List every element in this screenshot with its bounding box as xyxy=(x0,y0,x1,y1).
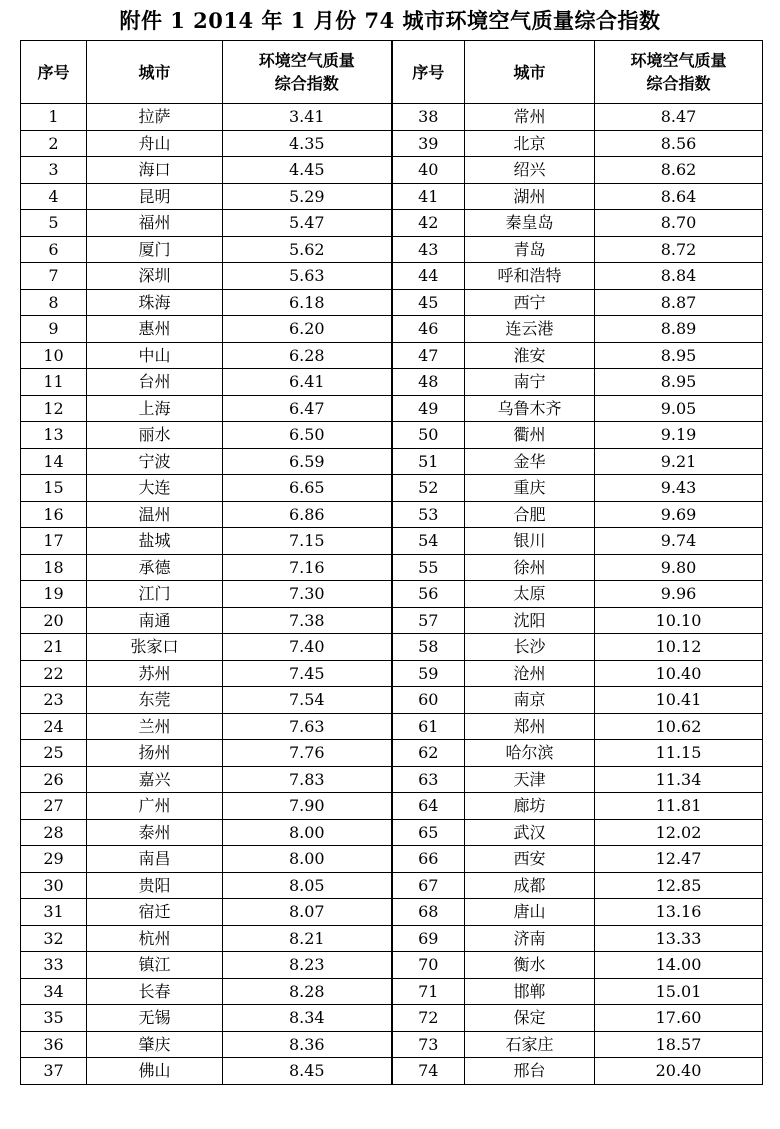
city-cell: 嘉兴 xyxy=(87,766,223,793)
city-cell: 西安 xyxy=(465,846,595,873)
city-cell: 北京 xyxy=(465,130,595,157)
index-cell: 9.05 xyxy=(595,395,763,422)
index-cell: 11.34 xyxy=(595,766,763,793)
index-cell: 12.85 xyxy=(595,872,763,899)
city-cell: 宿迁 xyxy=(87,899,223,926)
table-row xyxy=(21,183,763,210)
index-cell: 6.41 xyxy=(223,369,392,396)
table-row xyxy=(21,793,763,820)
city-cell: 江门 xyxy=(87,581,223,608)
index-cell: 10.62 xyxy=(595,713,763,740)
rank-cell: 55 xyxy=(392,554,465,581)
table-row xyxy=(21,130,763,157)
rank-cell: 38 xyxy=(392,104,465,131)
city-cell: 拉萨 xyxy=(87,104,223,131)
city-cell: 郑州 xyxy=(465,713,595,740)
table-row xyxy=(21,263,763,290)
city-cell: 扬州 xyxy=(87,740,223,767)
rank-cell: 53 xyxy=(392,501,465,528)
index-cell: 6.28 xyxy=(223,342,392,369)
index-cell: 8.00 xyxy=(223,846,392,873)
city-cell: 肇庆 xyxy=(87,1031,223,1058)
index-cell: 6.20 xyxy=(223,316,392,343)
index-cell: 11.81 xyxy=(595,793,763,820)
city-cell: 连云港 xyxy=(465,316,595,343)
table-row xyxy=(21,236,763,263)
index-cell: 8.72 xyxy=(595,236,763,263)
rank-cell: 17 xyxy=(21,528,87,555)
rank-cell: 60 xyxy=(392,687,465,714)
city-cell: 上海 xyxy=(87,395,223,422)
city-cell: 大连 xyxy=(87,475,223,502)
index-cell: 12.02 xyxy=(595,819,763,846)
rank-cell: 31 xyxy=(21,899,87,926)
index-cell: 12.47 xyxy=(595,846,763,873)
index-cell: 9.19 xyxy=(595,422,763,449)
table-row xyxy=(21,475,763,502)
city-cell: 西宁 xyxy=(465,289,595,316)
city-header: 城市 xyxy=(465,41,595,104)
rank-cell: 68 xyxy=(392,899,465,926)
rank-cell: 45 xyxy=(392,289,465,316)
table-row xyxy=(21,1005,763,1032)
index-cell: 6.65 xyxy=(223,475,392,502)
index-cell: 5.47 xyxy=(223,210,392,237)
city-cell: 长春 xyxy=(87,978,223,1005)
city-cell: 秦皇岛 xyxy=(465,210,595,237)
table-row xyxy=(21,157,763,184)
rank-cell: 26 xyxy=(21,766,87,793)
index-cell: 13.33 xyxy=(595,925,763,952)
index-header-line2: 综合指数 xyxy=(274,74,339,93)
city-cell: 盐城 xyxy=(87,528,223,555)
rank-cell: 58 xyxy=(392,634,465,661)
city-cell: 贵阳 xyxy=(87,872,223,899)
index-cell: 8.23 xyxy=(223,952,392,979)
index-cell: 8.84 xyxy=(595,263,763,290)
rank-cell: 14 xyxy=(21,448,87,475)
rank-cell: 35 xyxy=(21,1005,87,1032)
city-cell: 重庆 xyxy=(465,475,595,502)
index-cell: 8.87 xyxy=(595,289,763,316)
index-cell: 17.60 xyxy=(595,1005,763,1032)
city-cell: 宁波 xyxy=(87,448,223,475)
index-cell: 6.59 xyxy=(223,448,392,475)
rank-cell: 28 xyxy=(21,819,87,846)
index-cell: 8.21 xyxy=(223,925,392,952)
index-cell: 7.15 xyxy=(223,528,392,555)
rank-cell: 33 xyxy=(21,952,87,979)
city-cell: 广州 xyxy=(87,793,223,820)
table-row xyxy=(21,289,763,316)
city-cell: 南通 xyxy=(87,607,223,634)
city-cell: 哈尔滨 xyxy=(465,740,595,767)
city-cell: 沈阳 xyxy=(465,607,595,634)
rank-cell: 54 xyxy=(392,528,465,555)
city-cell: 唐山 xyxy=(465,899,595,926)
index-cell: 9.43 xyxy=(595,475,763,502)
index-cell: 4.45 xyxy=(223,157,392,184)
rank-cell: 43 xyxy=(392,236,465,263)
city-cell: 厦门 xyxy=(87,236,223,263)
rank-cell: 34 xyxy=(21,978,87,1005)
index-cell: 8.05 xyxy=(223,872,392,899)
rank-cell: 71 xyxy=(392,978,465,1005)
city-cell: 承德 xyxy=(87,554,223,581)
table-row xyxy=(21,607,763,634)
index-cell: 7.76 xyxy=(223,740,392,767)
index-cell: 13.16 xyxy=(595,899,763,926)
index-cell: 7.63 xyxy=(223,713,392,740)
rank-cell: 47 xyxy=(392,342,465,369)
rank-cell: 15 xyxy=(21,475,87,502)
index-cell: 9.80 xyxy=(595,554,763,581)
city-cell: 惠州 xyxy=(87,316,223,343)
index-cell: 8.56 xyxy=(595,130,763,157)
table-row xyxy=(21,1031,763,1058)
index-cell: 7.30 xyxy=(223,581,392,608)
index-header-line1: 环境空气质量 xyxy=(258,51,355,70)
city-cell: 无锡 xyxy=(87,1005,223,1032)
rank-cell: 32 xyxy=(21,925,87,952)
rank-cell: 29 xyxy=(21,846,87,873)
table-row xyxy=(21,713,763,740)
table-row xyxy=(21,316,763,343)
index-header-line2: 综合指数 xyxy=(646,74,711,93)
city-cell: 深圳 xyxy=(87,263,223,290)
table-row xyxy=(21,342,763,369)
rank-cell: 40 xyxy=(392,157,465,184)
rank-cell: 66 xyxy=(392,846,465,873)
rank-cell: 30 xyxy=(21,872,87,899)
table-row xyxy=(21,978,763,1005)
table-row xyxy=(21,660,763,687)
rank-cell: 21 xyxy=(21,634,87,661)
rank-cell: 19 xyxy=(21,581,87,608)
index-header xyxy=(595,41,763,104)
index-cell: 7.90 xyxy=(223,793,392,820)
rank-cell: 2 xyxy=(21,130,87,157)
city-cell: 珠海 xyxy=(87,289,223,316)
table-row xyxy=(21,395,763,422)
rank-cell: 9 xyxy=(21,316,87,343)
city-cell: 中山 xyxy=(87,342,223,369)
city-cell: 乌鲁木齐 xyxy=(465,395,595,422)
city-cell: 金华 xyxy=(465,448,595,475)
index-cell: 8.70 xyxy=(595,210,763,237)
city-cell: 杭州 xyxy=(87,925,223,952)
rank-cell: 20 xyxy=(21,607,87,634)
index-cell: 9.69 xyxy=(595,501,763,528)
index-cell: 8.95 xyxy=(595,342,763,369)
index-cell: 18.57 xyxy=(595,1031,763,1058)
rank-cell: 69 xyxy=(392,925,465,952)
city-cell: 廊坊 xyxy=(465,793,595,820)
index-cell: 3.41 xyxy=(223,104,392,131)
table-row xyxy=(21,952,763,979)
city-cell: 南京 xyxy=(465,687,595,714)
city-cell: 东莞 xyxy=(87,687,223,714)
rank-cell: 48 xyxy=(392,369,465,396)
city-cell: 徐州 xyxy=(465,554,595,581)
index-cell: 15.01 xyxy=(595,978,763,1005)
index-cell: 8.64 xyxy=(595,183,763,210)
city-cell: 保定 xyxy=(465,1005,595,1032)
index-cell: 6.47 xyxy=(223,395,392,422)
aqi-table xyxy=(20,40,763,1085)
table-row xyxy=(21,766,763,793)
rank-cell: 42 xyxy=(392,210,465,237)
city-cell: 成都 xyxy=(465,872,595,899)
rank-cell: 41 xyxy=(392,183,465,210)
index-cell: 8.89 xyxy=(595,316,763,343)
city-cell: 青岛 xyxy=(465,236,595,263)
table-row xyxy=(21,819,763,846)
index-cell: 8.95 xyxy=(595,369,763,396)
table-row xyxy=(21,687,763,714)
city-cell: 兰州 xyxy=(87,713,223,740)
index-cell: 9.74 xyxy=(595,528,763,555)
index-cell: 7.83 xyxy=(223,766,392,793)
rank-cell: 63 xyxy=(392,766,465,793)
city-cell: 丽水 xyxy=(87,422,223,449)
index-cell: 10.40 xyxy=(595,660,763,687)
rank-cell: 24 xyxy=(21,713,87,740)
city-cell: 湖州 xyxy=(465,183,595,210)
city-cell: 呼和浩特 xyxy=(465,263,595,290)
index-cell: 11.15 xyxy=(595,740,763,767)
rank-cell: 10 xyxy=(21,342,87,369)
rank-cell: 16 xyxy=(21,501,87,528)
rank-cell: 6 xyxy=(21,236,87,263)
city-cell: 淮安 xyxy=(465,342,595,369)
index-header-line1: 环境空气质量 xyxy=(630,51,727,70)
rank-cell: 62 xyxy=(392,740,465,767)
header-row xyxy=(21,41,763,104)
city-cell: 太原 xyxy=(465,581,595,608)
table-row xyxy=(21,846,763,873)
rank-cell: 72 xyxy=(392,1005,465,1032)
rank-cell: 51 xyxy=(392,448,465,475)
table-row xyxy=(21,554,763,581)
city-cell: 邢台 xyxy=(465,1058,595,1085)
rank-cell: 44 xyxy=(392,263,465,290)
table-row xyxy=(21,740,763,767)
city-cell: 银川 xyxy=(465,528,595,555)
index-cell: 9.21 xyxy=(595,448,763,475)
rank-cell: 52 xyxy=(392,475,465,502)
table-row xyxy=(21,581,763,608)
table-row xyxy=(21,925,763,952)
rank-cell: 37 xyxy=(21,1058,87,1085)
city-cell: 福州 xyxy=(87,210,223,237)
rank-cell: 70 xyxy=(392,952,465,979)
rank-cell: 39 xyxy=(392,130,465,157)
rank-cell: 13 xyxy=(21,422,87,449)
rank-cell: 65 xyxy=(392,819,465,846)
index-cell: 14.00 xyxy=(595,952,763,979)
city-cell: 昆明 xyxy=(87,183,223,210)
index-cell: 10.12 xyxy=(595,634,763,661)
index-cell: 7.38 xyxy=(223,607,392,634)
index-cell: 7.45 xyxy=(223,660,392,687)
rank-cell: 4 xyxy=(21,183,87,210)
table-row xyxy=(21,872,763,899)
table-row xyxy=(21,448,763,475)
city-cell: 衡水 xyxy=(465,952,595,979)
rank-cell: 3 xyxy=(21,157,87,184)
city-cell: 武汉 xyxy=(465,819,595,846)
index-cell: 5.63 xyxy=(223,263,392,290)
city-cell: 舟山 xyxy=(87,130,223,157)
city-cell: 长沙 xyxy=(465,634,595,661)
rank-cell: 12 xyxy=(21,395,87,422)
index-cell: 8.07 xyxy=(223,899,392,926)
rank-cell: 1 xyxy=(21,104,87,131)
index-cell: 5.29 xyxy=(223,183,392,210)
index-cell: 8.47 xyxy=(595,104,763,131)
rank-cell: 36 xyxy=(21,1031,87,1058)
city-cell: 绍兴 xyxy=(465,157,595,184)
city-cell: 合肥 xyxy=(465,501,595,528)
table-row xyxy=(21,634,763,661)
rank-cell: 64 xyxy=(392,793,465,820)
index-cell: 7.16 xyxy=(223,554,392,581)
index-cell: 8.34 xyxy=(223,1005,392,1032)
city-cell: 泰州 xyxy=(87,819,223,846)
table-row xyxy=(21,501,763,528)
rank-cell: 50 xyxy=(392,422,465,449)
table-row xyxy=(21,369,763,396)
index-cell: 9.96 xyxy=(595,581,763,608)
table-row xyxy=(21,210,763,237)
rank-cell: 27 xyxy=(21,793,87,820)
rank-cell: 22 xyxy=(21,660,87,687)
city-cell: 常州 xyxy=(465,104,595,131)
index-cell: 8.45 xyxy=(223,1058,392,1085)
rank-cell: 23 xyxy=(21,687,87,714)
city-cell: 台州 xyxy=(87,369,223,396)
rank-cell: 57 xyxy=(392,607,465,634)
rank-cell: 67 xyxy=(392,872,465,899)
index-cell: 5.62 xyxy=(223,236,392,263)
table-row xyxy=(21,422,763,449)
rank-cell: 56 xyxy=(392,581,465,608)
city-cell: 南昌 xyxy=(87,846,223,873)
index-cell: 10.10 xyxy=(595,607,763,634)
rank-cell: 7 xyxy=(21,263,87,290)
index-cell: 7.40 xyxy=(223,634,392,661)
index-cell: 20.40 xyxy=(595,1058,763,1085)
rank-cell: 46 xyxy=(392,316,465,343)
rank-cell: 5 xyxy=(21,210,87,237)
city-cell: 济南 xyxy=(465,925,595,952)
city-cell: 邯郸 xyxy=(465,978,595,1005)
index-cell: 6.50 xyxy=(223,422,392,449)
rank-cell: 18 xyxy=(21,554,87,581)
rank-cell: 61 xyxy=(392,713,465,740)
city-cell: 石家庄 xyxy=(465,1031,595,1058)
city-header: 城市 xyxy=(87,41,223,104)
page-title: 附件 1 2014 年 1 月份 74 城市环境空气质量综合指数 xyxy=(119,8,661,33)
rank-cell: 11 xyxy=(21,369,87,396)
index-cell: 6.86 xyxy=(223,501,392,528)
index-cell: 10.41 xyxy=(595,687,763,714)
table-row xyxy=(21,899,763,926)
index-cell: 6.18 xyxy=(223,289,392,316)
city-cell: 苏州 xyxy=(87,660,223,687)
rank-cell: 25 xyxy=(21,740,87,767)
city-cell: 天津 xyxy=(465,766,595,793)
city-cell: 镇江 xyxy=(87,952,223,979)
rank-cell: 8 xyxy=(21,289,87,316)
rank-cell: 49 xyxy=(392,395,465,422)
index-header xyxy=(223,41,392,104)
table-row xyxy=(21,528,763,555)
index-cell: 8.36 xyxy=(223,1031,392,1058)
city-cell: 温州 xyxy=(87,501,223,528)
city-cell: 沧州 xyxy=(465,660,595,687)
city-cell: 南宁 xyxy=(465,369,595,396)
table-row xyxy=(21,1058,763,1085)
rank-cell: 59 xyxy=(392,660,465,687)
city-cell: 佛山 xyxy=(87,1058,223,1085)
index-cell: 8.28 xyxy=(223,978,392,1005)
rank-cell: 73 xyxy=(392,1031,465,1058)
index-cell: 8.62 xyxy=(595,157,763,184)
index-cell: 7.54 xyxy=(223,687,392,714)
index-cell: 4.35 xyxy=(223,130,392,157)
rank-cell: 74 xyxy=(392,1058,465,1085)
table-row xyxy=(21,104,763,131)
city-cell: 张家口 xyxy=(87,634,223,661)
index-cell: 8.00 xyxy=(223,819,392,846)
city-cell: 衢州 xyxy=(465,422,595,449)
rank-header: 序号 xyxy=(21,41,87,104)
city-cell: 海口 xyxy=(87,157,223,184)
rank-header: 序号 xyxy=(392,41,465,104)
